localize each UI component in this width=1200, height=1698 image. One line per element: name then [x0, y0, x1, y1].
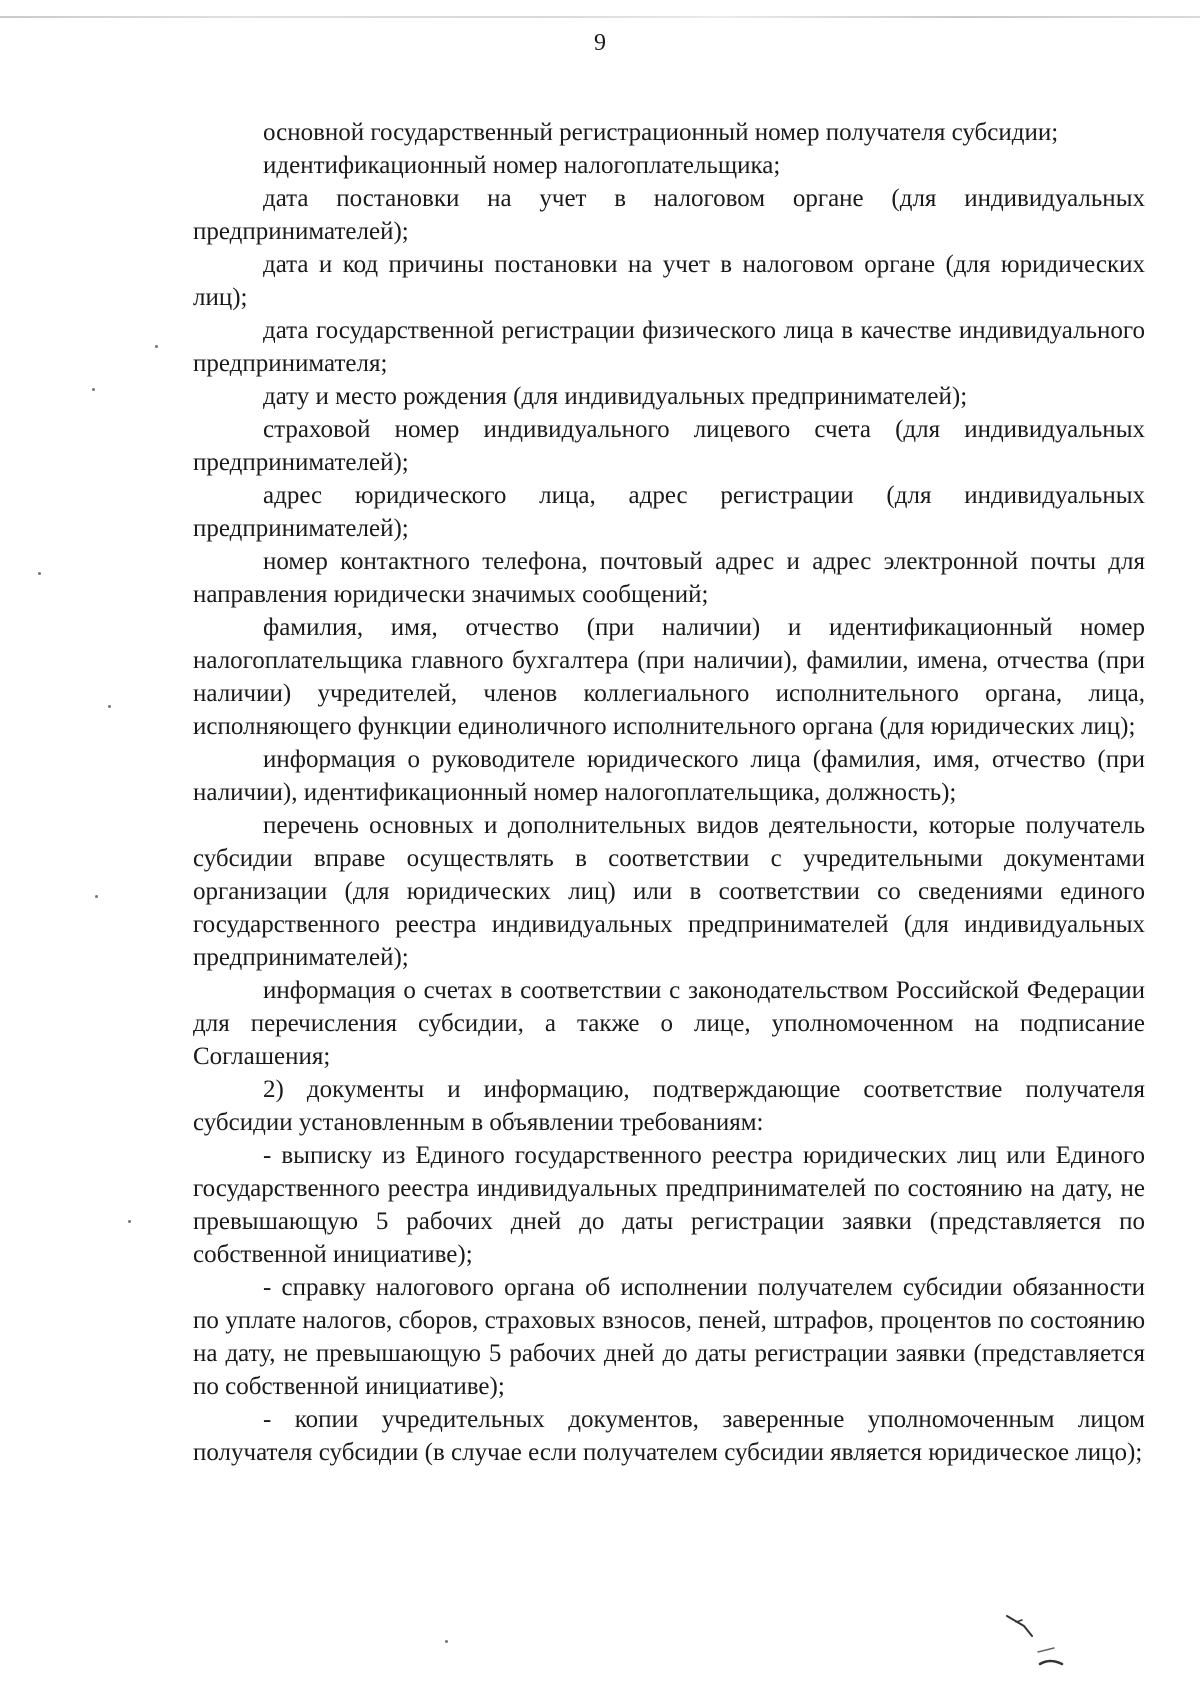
- paragraph: адрес юридического лица, адрес регистрации (для индивидуальных предпринимателей);: [193, 482, 1145, 542]
- scan-speck: [155, 345, 158, 348]
- paragraph: перечень основных и дополнительных видов деятельности, которые получатель субсидии вправе осуществлять в соответствии с учредительными документами организации (для юридических лиц) или в соответствии со сведениями единого государственного реестра индивидуальных предпринимателей (для индивидуальных предпринимателей);: [193, 812, 1145, 971]
- paragraph: - выписку из Единого государственного реестра юридических лиц или Единого государственного реестра индивидуальных предпринимателей по состоянию на дату, не превышающую 5 рабочих дней до даты регистрации заявки (представляется по собственной инициативе);: [193, 1142, 1145, 1268]
- paragraph: - справку налогового органа об исполнении получателем субсидии обязанности по уплате налогов, сборов, страховых взносов, пеней, штрафов, процентов по состоянию на дату, не превышающую 5 рабочих дней до даты регистрации заявки (представляется по собственной инициативе);: [193, 1274, 1145, 1400]
- paragraph: - копии учредительных документов, заверенные уполномоченным лицом получателя субсидии (в случае если получателем субсидии является юридическое лицо);: [193, 1406, 1145, 1466]
- paragraph: идентификационный номер налогоплательщика;: [263, 152, 781, 179]
- paragraph: дату и место рождения (для индивидуальных предпринимателей);: [263, 383, 968, 410]
- paragraph: основной государственный регистрационный номер получателя субсидии;: [263, 119, 1059, 146]
- scan-speck: [92, 388, 95, 391]
- paragraph: дата постановки на учет в налоговом органе (для индивидуальных предпринимателей);: [193, 185, 1145, 245]
- scan-speck: [95, 895, 98, 898]
- scan-speck: [128, 1220, 131, 1223]
- scan-speck: [108, 705, 111, 708]
- paragraph: информация о счетах в соответствии с законодательством Российской Федерации для перечисления субсидии, а также о лице, уполномоченном на подписание Соглашения;: [193, 977, 1145, 1070]
- paragraph: дата государственной регистрации физического лица в качестве индивидуального предпринимателя;: [193, 317, 1145, 377]
- document-body: [193, 116, 1145, 1469]
- paragraph: информация о руководителе юридического лица (фамилия, имя, отчество (при наличии), идентификационный номер налогоплательщика, должность);: [193, 746, 1145, 806]
- paragraph: страховой номер индивидуального лицевого счета (для индивидуальных предпринимателей);: [193, 416, 1145, 476]
- corner-scribble-mark: [1002, 1608, 1072, 1678]
- scan-speck: [445, 1640, 448, 1643]
- scan-edge-line: [0, 16, 1200, 18]
- scan-speck: [38, 572, 41, 575]
- paragraph: фамилия, имя, отчество (при наличии) и идентификационный номер налогоплательщика главного бухгалтера (при наличии), фамилии, имена, отчества (при наличии) учредителей, членов коллегиального исполнительного органа, лица, исполняющего функции единоличного исполнительного органа (для юридических лиц);: [193, 614, 1145, 740]
- paragraph: дата и код причины постановки на учет в налоговом органе (для юридических лиц);: [193, 251, 1145, 311]
- paragraph: 2) документы и информацию, подтверждающие соответствие получателя субсидии установленным в объявлении требованиям:: [193, 1076, 1145, 1136]
- page-number: 9: [594, 30, 606, 56]
- paragraph: номер контактного телефона, почтовый адрес и адрес электронной почты для направления юридически значимых сообщений;: [193, 548, 1145, 608]
